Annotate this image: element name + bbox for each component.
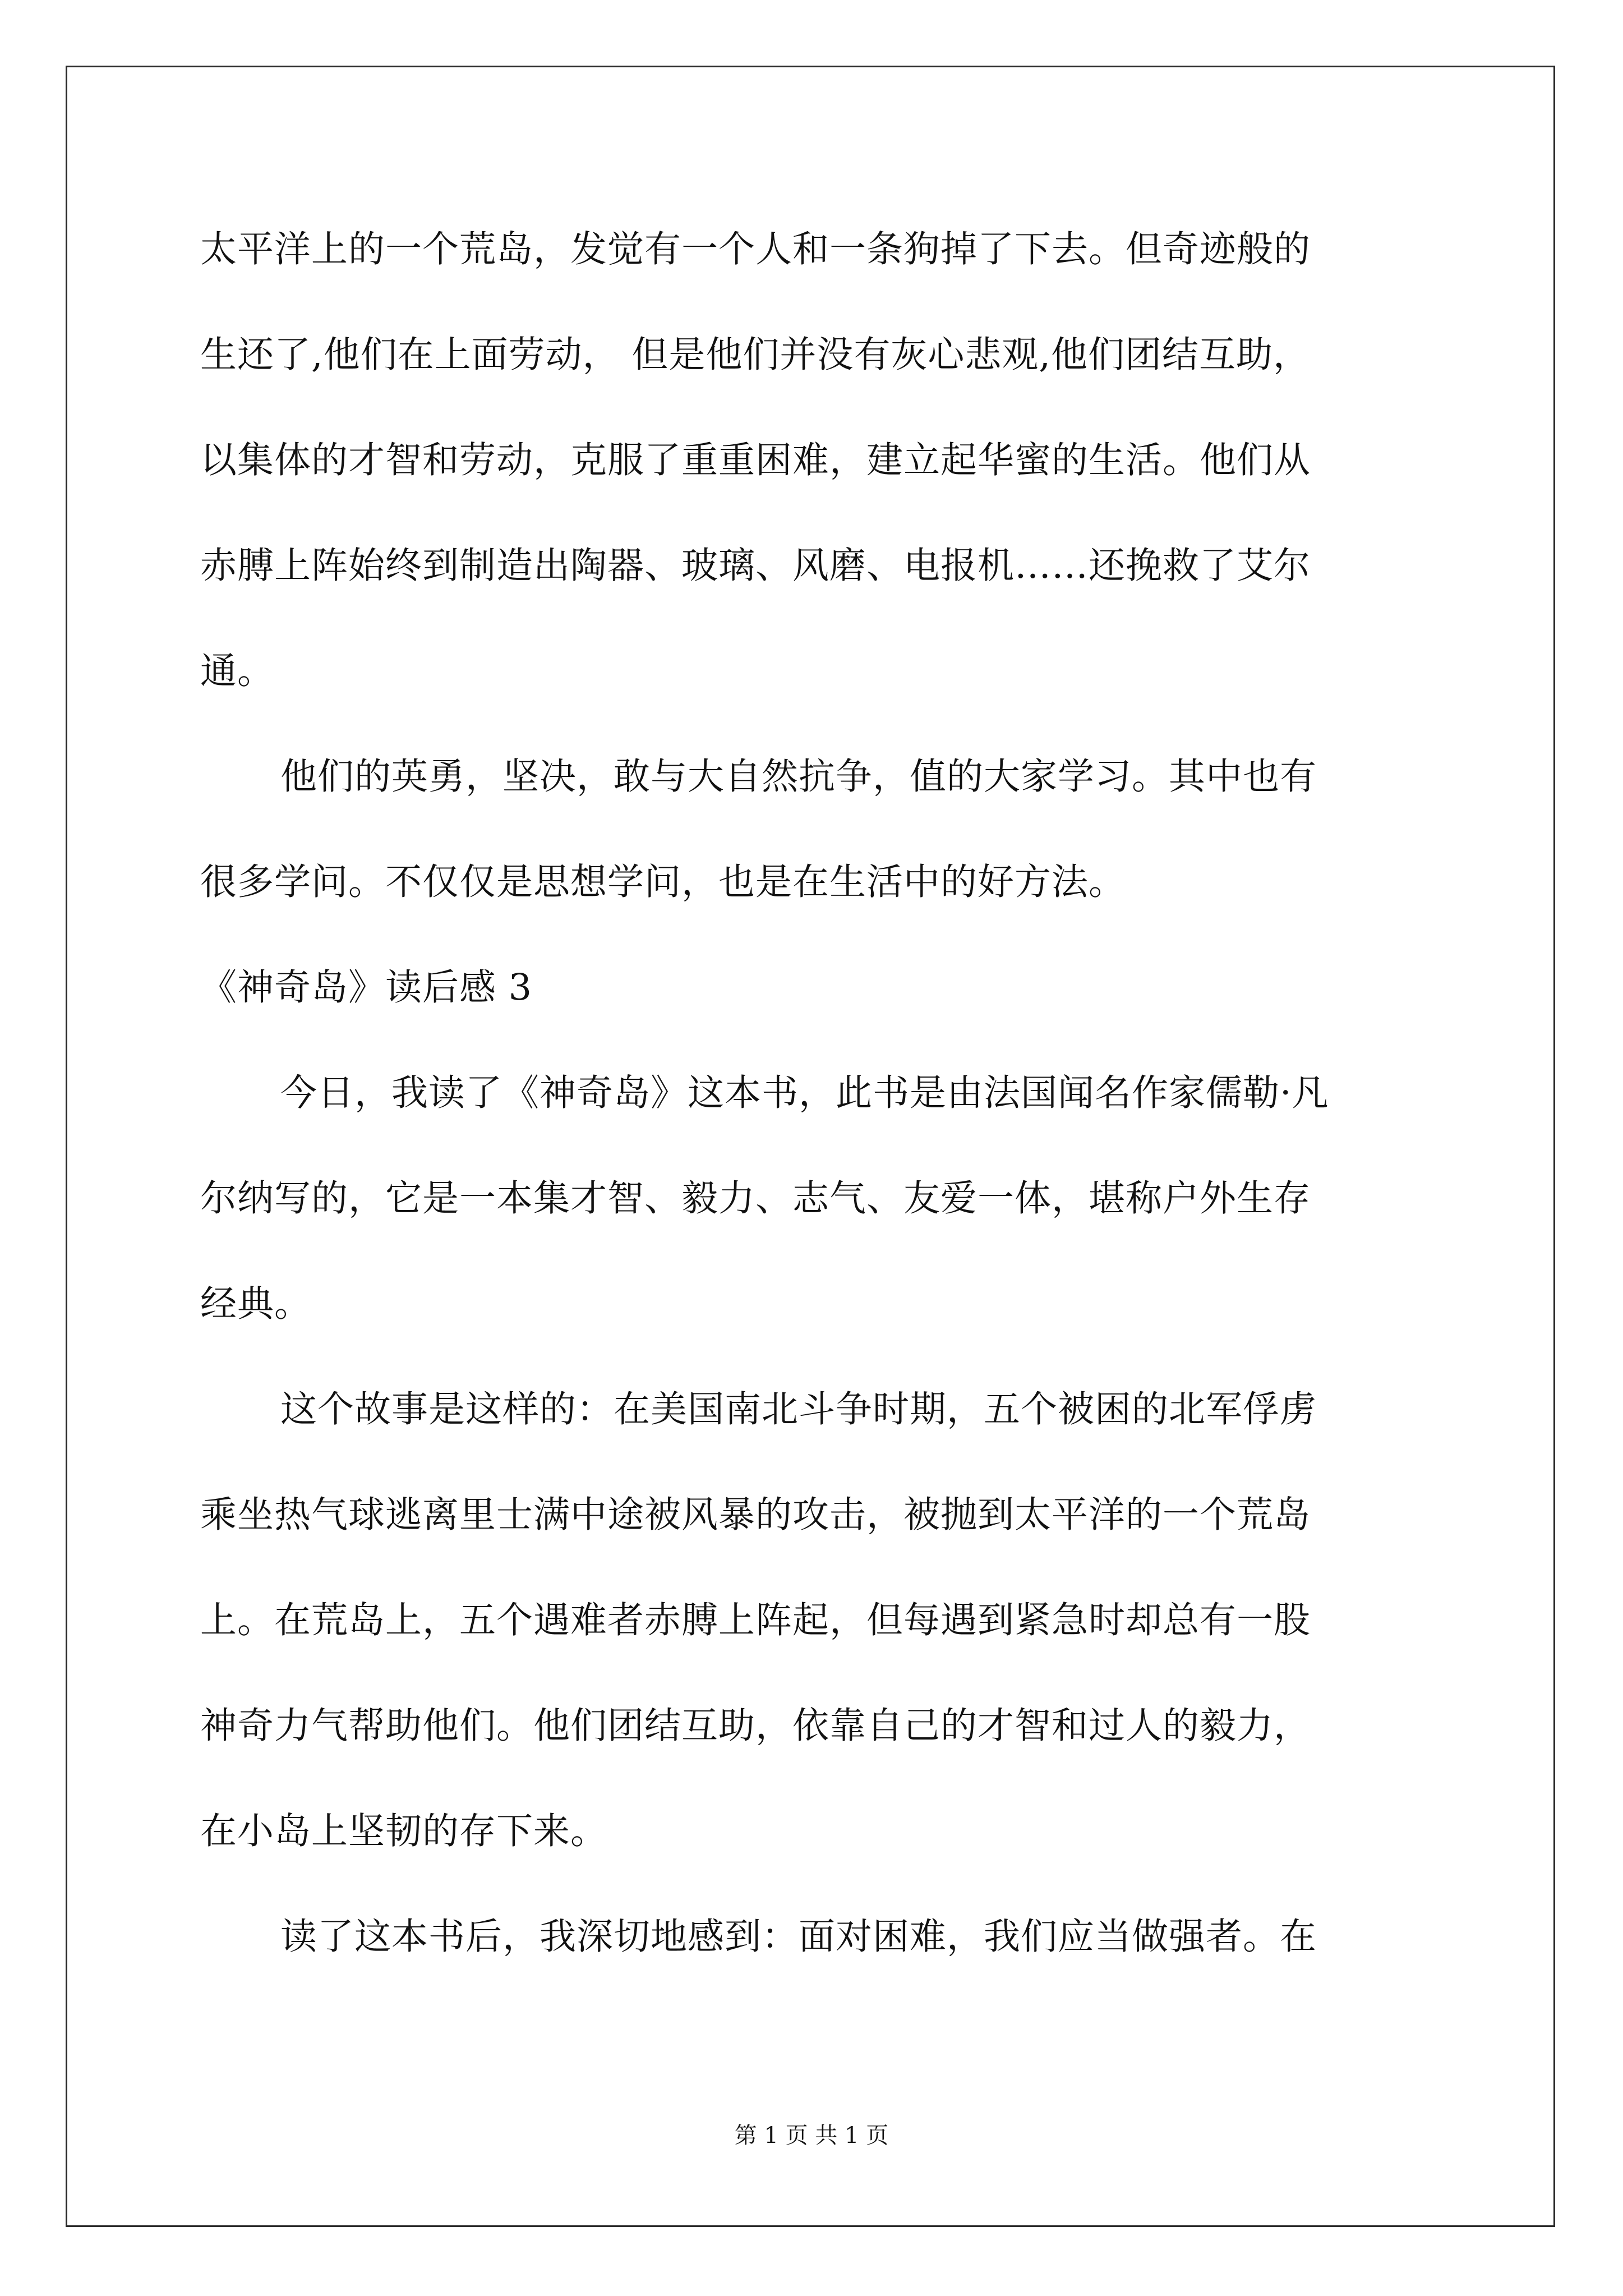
page-number-footer: 第 1 页 共 1 页 <box>734 2123 889 2148</box>
text-line: 以集体的才智和劳动，克服了重重困难，建立起华蜜的生活。他们从 <box>200 439 1311 481</box>
paragraph-first-line: 他们的英勇，坚决，敢与大自然抗争，值的大家学习。其中也有 <box>280 756 1317 798</box>
text-line: 神奇力气帮助他们。他们团结互助，依靠自己的才智和过人的毅力， <box>200 1705 1311 1747</box>
text-line: 生还了,他们在上面劳动， 但是他们并没有灰心悲观,他们团结互助， <box>200 334 1310 376</box>
text-line: 在小岛上坚韧的存下来。 <box>200 1810 608 1852</box>
text-line: 太平洋上的一个荒岛，发觉有一个人和一条狗掉了下去。但奇迹般的 <box>200 228 1311 270</box>
text-line: 尔纳写的，它是一本集才智、毅力、志气、友爱一体，堪称户外生存 <box>200 1177 1311 1220</box>
paragraph-first-line: 今日，我读了《神奇岛》这本书，此书是由法国闻名作家儒勒·凡 <box>280 1072 1329 1114</box>
section-heading: 《神奇岛》读后感 3 <box>200 967 533 1009</box>
text-line: 很多学问。不仅仅是思想学问，也是在生活中的好方法。 <box>200 861 1126 903</box>
page-border <box>66 66 1555 2227</box>
text-line: 赤膊上阵始终到制造出陶器、玻璃、风磨、电报机……还挽救了艾尔 <box>200 545 1311 587</box>
text-line: 上。在荒岛上，五个遇难者赤膊上阵起，但每遇到紧急时却总有一股 <box>200 1599 1311 1641</box>
text-line: 经典。 <box>200 1283 312 1325</box>
text-line: 通。 <box>200 650 275 692</box>
paragraph-first-line: 读了这本书后，我深切地感到：面对困难，我们应当做强者。在 <box>280 1916 1317 1958</box>
paragraph-first-line: 这个故事是这样的：在美国南北斗争时期，五个被困的北军俘虏 <box>280 1388 1317 1430</box>
text-line: 乘坐热气球逃离里士满中途被风暴的攻击，被抛到太平洋的一个荒岛 <box>200 1494 1311 1536</box>
